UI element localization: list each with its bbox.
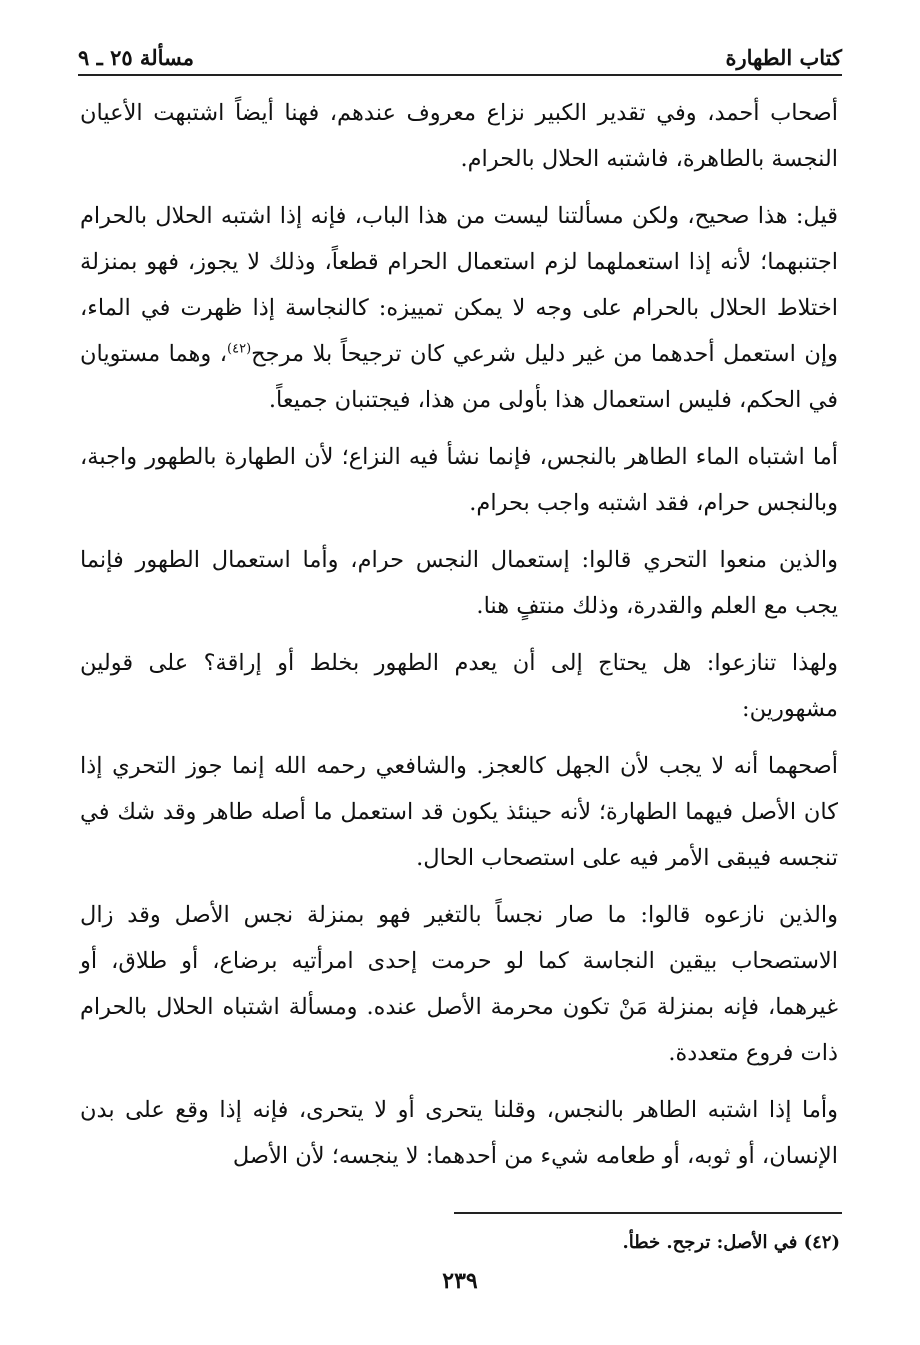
running-head <box>78 30 842 70</box>
paragraph-8: وأما إذا اشتبه الطاهر بالنجس، وقلنا يتحرى أو لا يتحرى، فإنه إذا وقع على بدن الإنسان، أو ثوبه، أو طعامه شيء من أحدهما: لا ينجسه؛ لأن الأصل <box>80 1097 838 1169</box>
main-text <box>80 90 838 1190</box>
paragraph-2-text: قيل: هذا صحيح، ولكن مسألتنا ليست من هذا الباب، فإنه إذا اشتبه الحلال بالحرام اجتنبهما؛ لأنه إذا استعملهما لزم استعمال الحرام قطعاً، وذلك لا يجوز، فهو بمنزلة اختلاط الحلال بالحرام على وجه لا يمكن تمييزه: كالنجاسة إذا ظهرت في الماء، وإن استعمل أحدهما من غير دليل شرعي كان ترجيحاً بلا <box>80 203 838 367</box>
footnote: (٤٢) في الأصل: ترجح. خطأ. <box>622 1232 840 1253</box>
paragraph-3: أما اشتباه الماء الطاهر بالنجس، فإنما نشأ فيه النزاع؛ لأن الطهارة بالطهور واجبة، وبالنجس حرام، فقد اشتبه واجب بحرام. <box>80 444 838 516</box>
header-rule <box>78 74 842 76</box>
footnote-reference[interactable]: (٤٢) <box>227 341 252 357</box>
paragraph-7: والذين نازعوه قالوا: ما صار نجساً بالتغير فهو بمنزلة نجس الأصل وقد زال الاستصحاب بيقين النجاسة كما لو حرمت إحدى امرأتيه برضاع، أو طلاق، أو غيرهما، فإنه بمنزلة مَنْ تكون محرمة الأصل عنده. ومسألة اشتباه الحلال بالحرام ذات فروع متعددة. <box>80 902 838 1066</box>
paragraph-1: أصحاب أحمد، وفي تقدير الكبير نزاع معروف عندهم، فهنا أيضاً اشتبهت الأعيان النجسة بالطاهرة، فاشتبه الحلال بالحرام. <box>80 100 838 172</box>
paragraph-6: أصحهما أنه لا يجب لأن الجهل كالعجز. والشافعي رحمه الله إنما جوز التحري إذا كان الأصل فيهما الطهارة؛ لأنه حينئذ يكون قد استعمل ما أصله طاهر وقد شك في تنجسه فيبقى الأمر فيه على استصحاب الحال. <box>80 753 838 871</box>
paragraph-5: ولهذا تنازعوا: هل يحتاج إلى أن يعدم الطهور بخلط أو إراقة؟ على قولين مشهورين: <box>80 650 838 722</box>
book-title: كتاب الطهارة <box>725 45 842 70</box>
paragraph-2 <box>80 193 838 423</box>
paragraph-2-end: ، وهما مستويان في الحكم، فليس استعمال هذا بأولى من هذا، فيجتنبان جميعاً. <box>80 341 838 413</box>
issue-number: مسألة ٢٥ ـ ٩ <box>78 45 194 70</box>
footnote-rule <box>454 1212 842 1214</box>
page-number: ٢٣٩ <box>442 1268 478 1294</box>
paragraph-2-tail: مرجح <box>251 341 305 367</box>
paragraph-4: والذين منعوا التحري قالوا: إستعمال النجس حرام، وأما استعمال الطهور فإنما يجب مع العلم والقدرة، وذلك منتفٍ هنا. <box>80 547 838 619</box>
